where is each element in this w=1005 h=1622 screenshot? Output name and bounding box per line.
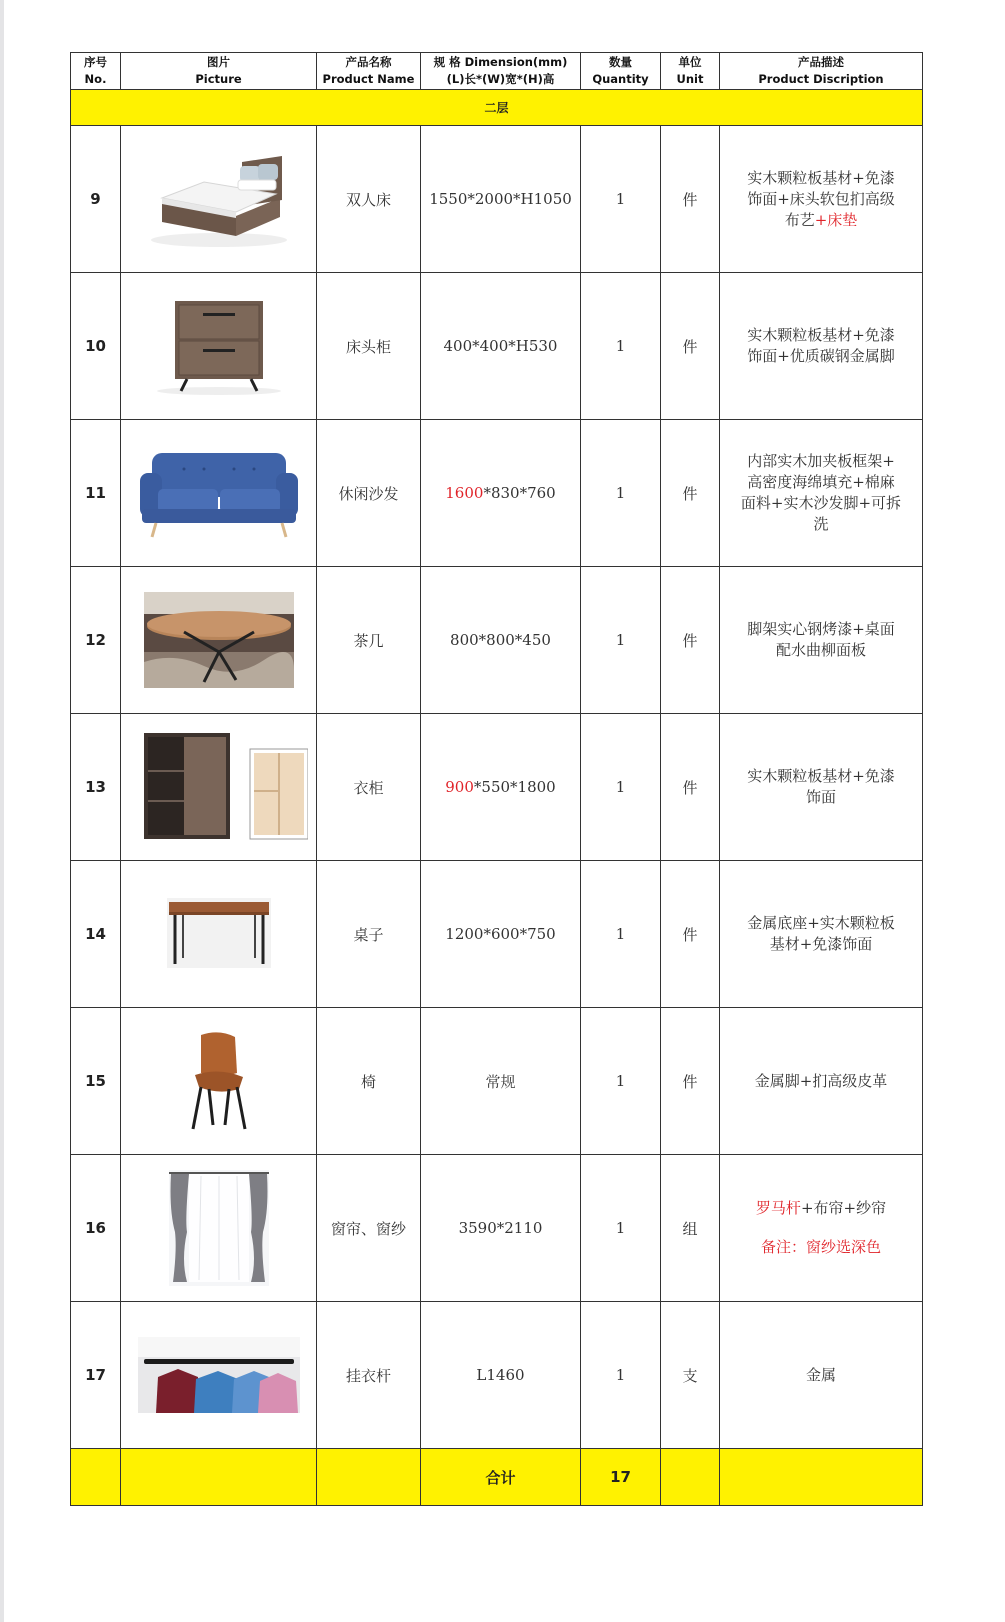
section-title: 二层 [71, 90, 923, 126]
product-name: 桌子 [317, 861, 421, 1008]
product-description [720, 861, 923, 1008]
section-row [71, 90, 923, 126]
desc-line: 洗 [813, 515, 829, 533]
unit: 件 [661, 273, 720, 420]
table-row [71, 1155, 923, 1302]
item-rows [71, 126, 923, 1449]
table-row [71, 273, 923, 420]
dimension [421, 1302, 581, 1449]
desk-image [121, 861, 317, 1008]
nightstand-image [121, 273, 317, 420]
desc-note: 备注：窗纱选深色 [760, 1238, 881, 1256]
dimension [421, 273, 581, 420]
product-description [720, 1008, 923, 1155]
dimension [421, 861, 581, 1008]
clothes-rail-image [121, 1302, 317, 1449]
quantity: 1 [581, 420, 661, 567]
unit: 件 [661, 420, 720, 567]
product-name: 衣柜 [317, 714, 421, 861]
unit: 件 [661, 126, 720, 273]
dimension [421, 567, 581, 714]
unit: 件 [661, 714, 720, 861]
desc-line: 配水曲柳面板 [775, 641, 866, 659]
curtain-image [121, 1155, 317, 1302]
total-cell-empty [71, 1449, 121, 1506]
total-cell-empty [121, 1449, 317, 1506]
item-number: 17 [71, 1302, 121, 1449]
desc-line: 面料+实木沙发脚+可拆 [740, 494, 902, 512]
header-row [71, 53, 923, 90]
table-row [71, 1008, 923, 1155]
quantity: 1 [581, 1008, 661, 1155]
desc-line: 实木颗粒板基材+免漆 [747, 767, 895, 785]
unit: 支 [661, 1302, 720, 1449]
product-name: 休闲沙发 [317, 420, 421, 567]
dimension-highlight: 1600 [445, 484, 484, 502]
table-row [71, 861, 923, 1008]
quantity: 1 [581, 861, 661, 1008]
desc-highlight: 罗马杆 [755, 1199, 801, 1217]
header-quantity: 数量 Quantity [581, 53, 661, 90]
quantity: 1 [581, 1302, 661, 1449]
product-name: 挂衣杆 [317, 1302, 421, 1449]
dimension-highlight: 900 [445, 778, 474, 796]
item-number: 12 [71, 567, 121, 714]
item-number: 14 [71, 861, 121, 1008]
desc-line: 饰面+床头软包扪高级 [747, 189, 895, 208]
header-dimension: 规 格 Dimension(mm) (L)长*(W)宽*(H)高 [421, 53, 581, 90]
item-number: 11 [71, 420, 121, 567]
table-row [71, 714, 923, 861]
dimension-text: L1460 [476, 1366, 525, 1384]
product-name: 椅 [317, 1008, 421, 1155]
dimension-text: 1550*2000*H1050 [429, 190, 572, 208]
dimension-text: 400*400*H530 [443, 337, 558, 355]
total-row [71, 1449, 923, 1506]
dimension-text: 1200*600*750 [445, 925, 556, 943]
product-description [720, 273, 923, 420]
dimension-text: 3590*2110 [458, 1219, 543, 1237]
product-name: 茶几 [317, 567, 421, 714]
sofa-image [121, 420, 317, 567]
desc-line: 金属 [805, 1365, 836, 1384]
desc-line: 脚架实心钢烤漆+桌面 [747, 620, 895, 638]
total-label: 合计 [421, 1449, 581, 1506]
dimension [421, 420, 581, 567]
quantity: 1 [581, 273, 661, 420]
header-picture: 图片 Picture [121, 53, 317, 90]
desc-line: 高密度海绵填充+棉麻 [747, 473, 895, 491]
unit: 组 [661, 1155, 720, 1302]
dimension-text: 800*800*450 [450, 631, 551, 649]
dimension-text: 常规 [485, 1072, 516, 1091]
desc-highlight: +床垫 [814, 210, 858, 229]
quantity: 1 [581, 1155, 661, 1302]
chair-image [121, 1008, 317, 1155]
product-name: 双人床 [317, 126, 421, 273]
header-unit: 单位 Unit [661, 53, 720, 90]
header-product-name: 产品名称 Product Name [317, 53, 421, 90]
dimension [421, 126, 581, 273]
dimension-text: *550*1800 [473, 778, 556, 796]
item-number: 15 [71, 1008, 121, 1155]
desc-line: 实木颗粒板基材+免漆 [747, 326, 895, 344]
product-description [720, 1155, 923, 1302]
dimension [421, 1155, 581, 1302]
item-number: 9 [71, 126, 121, 273]
header-description: 产品描述 Product Discription [720, 53, 923, 90]
product-description [720, 1302, 923, 1449]
furniture-list-table [70, 52, 923, 1506]
table-row [71, 420, 923, 567]
product-name: 窗帘、窗纱 [317, 1155, 421, 1302]
header-no: 序号 No. [71, 53, 121, 90]
table-row [71, 126, 923, 273]
desc-line: 金属底座+实木颗粒板 [747, 914, 895, 932]
desc-line: 内部实木加夹板框架+ [747, 452, 895, 470]
total-cell-empty [317, 1449, 421, 1506]
unit: 件 [661, 1008, 720, 1155]
coffee-table-image [121, 567, 317, 714]
quantity: 1 [581, 714, 661, 861]
desc-line: 饰面 [805, 788, 836, 806]
total-quantity: 17 [581, 1449, 661, 1506]
total-cell-empty [661, 1449, 720, 1506]
dimension [421, 714, 581, 861]
double-bed-image [121, 126, 317, 273]
product-description [720, 420, 923, 567]
quantity: 1 [581, 126, 661, 273]
item-number: 10 [71, 273, 121, 420]
desc-line: 饰面+优质碳钢金属脚 [747, 347, 895, 365]
desc-line: 基材+免漆饰面 [769, 935, 873, 953]
table-row [71, 567, 923, 714]
product-name: 床头柜 [317, 273, 421, 420]
desc-line: +布帘+纱帘 [800, 1199, 887, 1217]
unit: 件 [661, 567, 720, 714]
wardrobe-image [121, 714, 317, 861]
item-number: 16 [71, 1155, 121, 1302]
product-description [720, 714, 923, 861]
desc-line: 布艺 [784, 210, 815, 229]
product-description [720, 126, 923, 273]
table-row [71, 1302, 923, 1449]
page-edge [0, 0, 4, 1622]
desc-line: 金属脚+扪高级皮革 [754, 1071, 888, 1090]
item-number: 13 [71, 714, 121, 861]
total-cell-empty [720, 1449, 923, 1506]
dimension [421, 1008, 581, 1155]
quantity: 1 [581, 567, 661, 714]
dimension-text: *830*760 [483, 484, 556, 502]
desc-line: 实木颗粒板基材+免漆 [747, 168, 895, 187]
unit: 件 [661, 861, 720, 1008]
product-description [720, 567, 923, 714]
